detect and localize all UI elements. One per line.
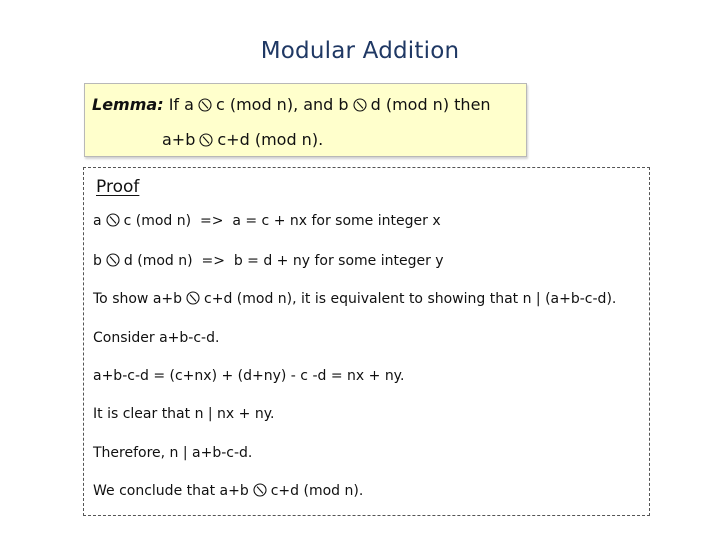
proof-text: d (mod n) => b = d + ny for some integer y [123,253,444,269]
congruence-icon [253,483,267,497]
lemma-line-2 [162,130,323,149]
slide-title: Modular Addition [260,38,460,64]
proof-line [93,291,616,307]
congruence-icon [186,291,200,305]
congruence-icon [106,253,120,267]
proof-box [83,167,650,516]
proof-line [93,253,444,269]
lemma-text: a+b [162,130,196,149]
proof-text: To show a+b [93,291,183,307]
congruence-icon [106,213,120,227]
proof-heading: Proof [96,177,140,197]
congruence-icon [199,133,213,147]
proof-line [93,483,363,499]
proof-line: Therefore, n | a+b-c-d. [93,445,253,461]
lemma-text: d (mod n) then [370,95,491,114]
lemma-text: c (mod n), and b [215,95,349,114]
proof-text: c (mod n) => a = c + nx for some integer x [123,213,441,229]
lemma-line-1 [92,95,491,114]
proof-text: c+d (mod n), it is equivalent to showing that n | (a+b-c-d). [204,291,617,307]
lemma-text: If a [168,95,194,114]
proof-line: It is clear that n | nx + ny. [93,406,275,422]
proof-text: b [93,253,102,269]
congruence-icon [353,98,367,112]
congruence-icon [198,98,212,112]
proof-text: a [93,213,102,229]
proof-line [93,213,441,229]
lemma-text: c+d (mod n). [217,130,324,149]
proof-text: We conclude that a+b [93,483,249,499]
proof-line: a+b-c-d = (c+nx) + (d+ny) - c -d = nx + ny. [93,368,405,384]
lemma-box [84,83,527,157]
proof-text: c+d (mod n). [270,483,364,499]
proof-line: Consider a+b-c-d. [93,330,220,346]
lemma-label: Lemma: [92,95,164,114]
